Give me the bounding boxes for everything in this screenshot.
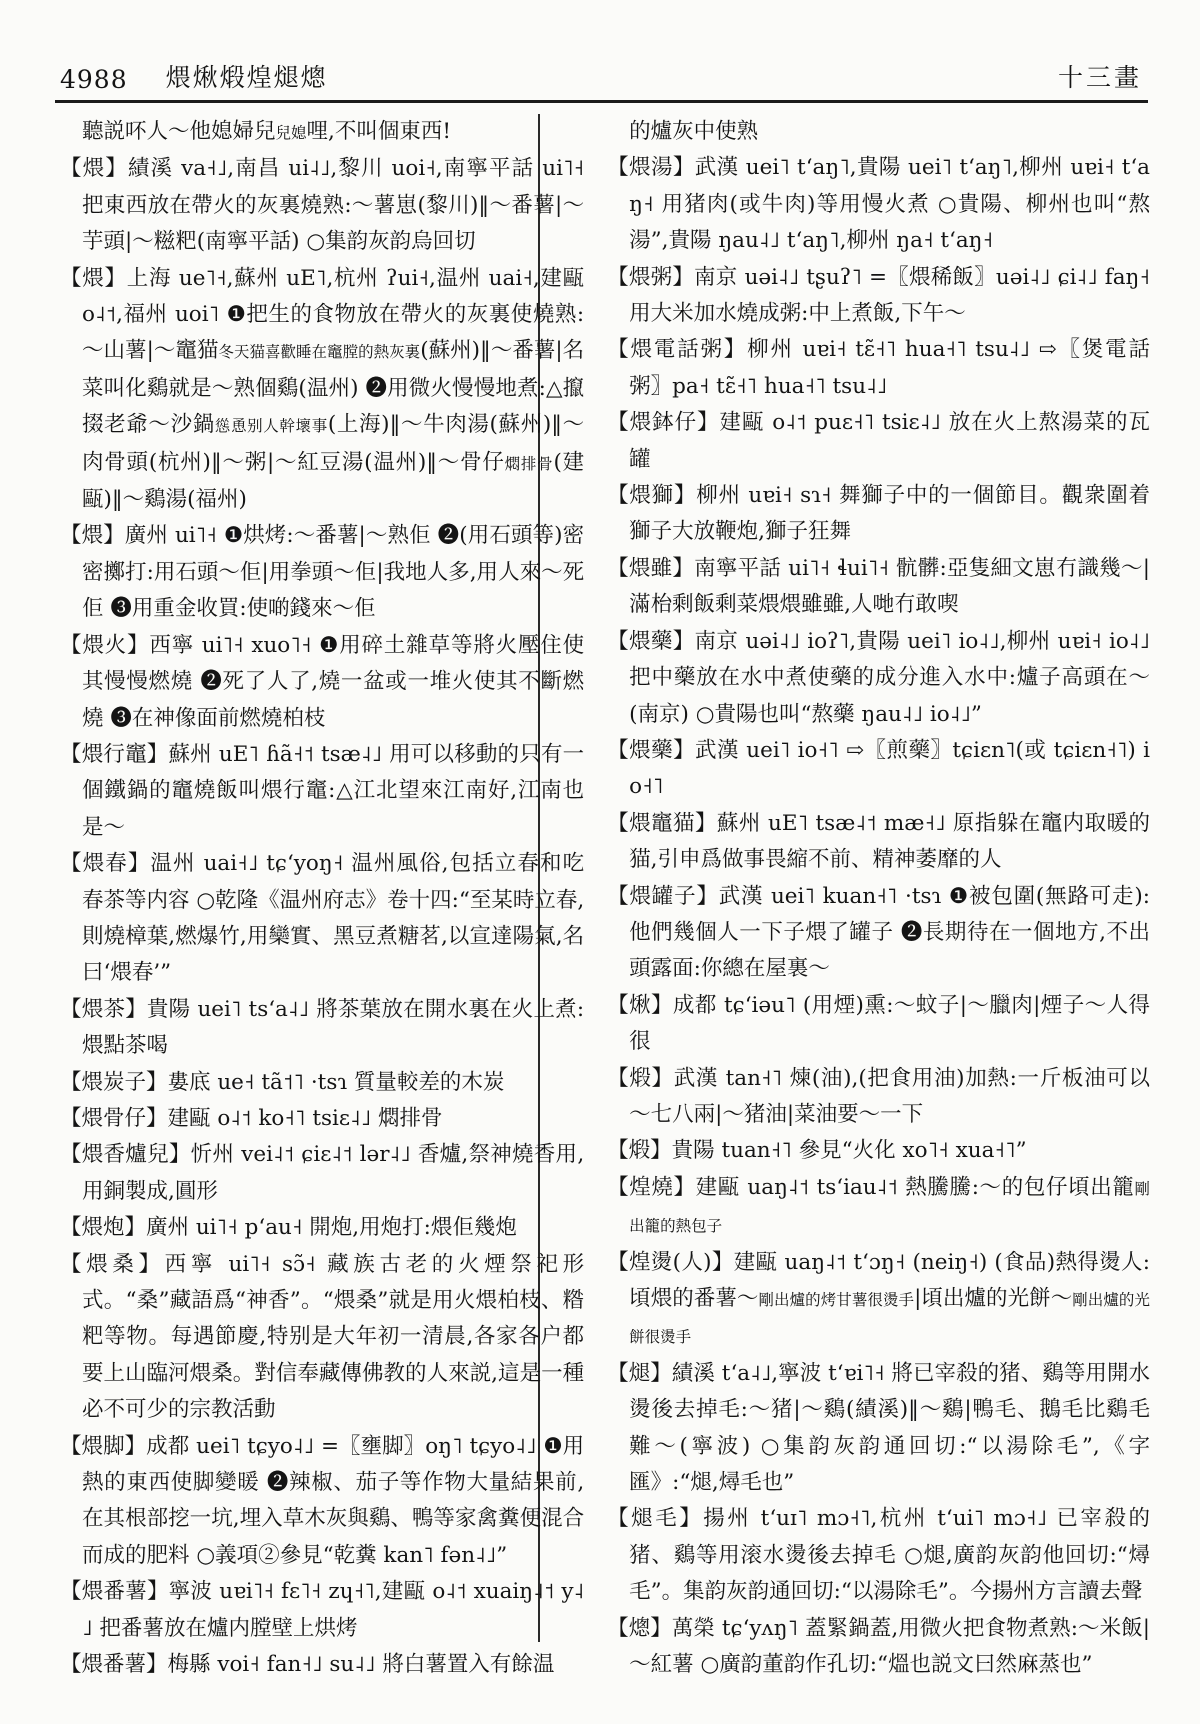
annotation-text: 燜排骨 — [504, 454, 554, 473]
dictionary-entry — [607, 733, 1150, 806]
left-column — [60, 114, 584, 1704]
dictionary-entry — [607, 1611, 1150, 1684]
dictionary-entry — [607, 1245, 1150, 1356]
annotation-text: 剛出籠的熱包子 — [629, 1179, 1150, 1236]
entry-text: 【煨電話粥】柳州 uɐi˧ tɛ̃˧˥ hua˧˥ tsu˨˩ ⇨〖煲電話粥〗pa˧ tɛ̃˧˥ hua˧˥ tsu˨˩ — [607, 337, 1150, 399]
dictionary-entry — [607, 551, 1150, 624]
entry-text: 【煨香爐兒】忻州 vei˨˦ ɕiɛ˨˦ lər˨˩ 香爐,祭神燒香用,用銅製成,圓形 — [60, 1142, 585, 1204]
dictionary-entry — [607, 260, 1150, 333]
dictionary-entry — [60, 151, 584, 260]
dictionary-entry — [60, 992, 584, 1065]
dictionary-entry — [607, 478, 1150, 551]
entry-text: (上海)‖～牛肉湯(蘇州)‖～肉骨頭(杭州)‖～粥|～紅豆湯(温州)‖～骨仔 — [82, 412, 585, 475]
dictionary-entry — [60, 1247, 584, 1429]
entry-text: 【煨炮】廣州 ui˥˧ pʻau˧ 開炮,用炮打:煨佢幾炮 — [60, 1215, 517, 1241]
headword-range: 煨煍煅煌煺熜 — [165, 63, 328, 92]
dictionary-entry — [60, 1065, 584, 1101]
entry-text: 【煍】成都 tɕʻiəu˥ (用煙)熏:～蚊子|～臘肉|煙子～人得很 — [607, 992, 1150, 1055]
dictionary-entry — [60, 1101, 584, 1137]
dictionary-entry — [607, 150, 1150, 259]
dictionary-entry — [60, 1574, 584, 1647]
annotation-text: 兒媳 — [275, 124, 307, 142]
entry-text: 【煨行竈】蘇州 uE˥ ɦã˧˦ tsæ˨˩ 用可以移動的只有一個鐵鍋的竈燒飯叫煨行竈:△江北望來江南好,江南也是～ — [60, 741, 585, 840]
dictionary-entry — [60, 628, 584, 737]
dictionary-entry — [60, 261, 584, 519]
text-columns — [60, 114, 1150, 1704]
dictionary-entry — [60, 1647, 584, 1683]
entry-text: 【煨雖】南寧平話 ui˥˧ ɬui˥˧ 骯髒:亞隻細文崽冇識幾～|滿枱剩飯剩菜煨煨雖雖,人哋冇敢喫 — [607, 555, 1150, 618]
entry-text: (建甌)‖～鷄湯(福州) — [82, 449, 585, 513]
entry-text: (蘇州)‖～番薯|名菜叫化鷄就是～熟個鷄(温州) ❷用微火慢慢地煮:△攛掇老爺～沙鍋 — [82, 338, 585, 438]
entry-text: 【煨罐子】武漢 uei˥ kuan˧˥ ·tsɿ ❶被包圍(無路可走):他們幾個人一下子煨了罐子 ❷長期待在一個地方,不出頭露面:你總在屋裏～ — [607, 883, 1150, 982]
dictionary-entry — [60, 737, 584, 846]
annotation-text: 剛出爐的烤甘薯很燙手 — [758, 1291, 915, 1309]
dictionary-entry — [607, 806, 1150, 879]
annotation-text: 剛出爐的光餅很燙手 — [629, 1291, 1150, 1347]
dictionary-entry — [607, 405, 1150, 478]
entry-text: 【煨火】西寧 ui˥˧ xuo˥˧ ❶用碎土雜草等將火壓住使其慢慢燃燒 ❷死了人了,燒一盆或一堆火使其不斷燃燒 ❸在神像面前燃燒柏枝 — [60, 632, 585, 731]
dictionary-entry — [607, 624, 1150, 733]
entry-text: 【煨春】温州 uai˧˩ tɕʻyoŋ˧ 温州風俗,包括立春和吃春茶等内容 ○乾隆《温州府志》卷十四:“至某時立春,則燒樟葉,燃爆竹,用欒實、黑豆煮糖茗,以宣達陽氣,名曰‘煨春’” — [60, 851, 585, 986]
entry-text: 【煨藥】武漢 uei˥ io˧˥ ⇨〖煎藥〗tɕiɛn˥(或 tɕiɛn˧˥) io˧˥ — [607, 737, 1150, 800]
annotation-text: 冬天猫喜歡睡在竈膛的熱灰裏 — [218, 343, 421, 362]
right-column — [598, 114, 1150, 1704]
dictionary-entry — [60, 1210, 584, 1246]
entry-text: 【煺】績溪 tʻa˨˩,寧波 tʻɐi˥˧ 將已宰殺的猪、鷄等用開水燙後去掉毛:～猪|～鷄(績溪)‖～鷄|鴨毛、鵝毛比鷄毛難～(寧波) ○集韵灰韵通回切:“以湯除毛”,《字匯》:“煺,燖毛也” — [607, 1360, 1150, 1496]
entry-text: 【熜】萬榮 tɕʻyʌŋ˥ 蓋緊鍋蓋,用微火把食物煮熟:～米飯|～紅薯 ○廣韵董韵作孔切:“熅也説文曰然麻蒸也” — [607, 1615, 1150, 1678]
dictionary-entry — [607, 1356, 1150, 1502]
entry-text: 【煨桑】西寧 ui˥˧ sɔ̃˧ 藏族古老的火煙祭祀形式。“桑”藏語爲“神香”。“煨桑”就是用火煨柏枝、糌粑等物。每遇節慶,特别是大年初一清晨,各家各户都要上山臨河煨桑。對信奉藏傳佛教的人來説,這是一種必不可少的宗教活動 — [60, 1251, 585, 1423]
page-number: 4988 — [60, 65, 128, 94]
entry-text: 【煨藥】南京 uəi˨˩ ioʔ˥,貴陽 uei˥ io˨˩,柳州 uɐi˧ io˨˩ 把中藥放在水中煮使藥的成分進入水中:爐子高頭在～(南京) ○貴陽也叫“熬藥 ŋau˨˩ io˨˩” — [607, 628, 1150, 727]
entry-text: 聽説吥人～他媳婦兒 — [82, 119, 276, 144]
dictionary-entry — [60, 114, 584, 151]
entry-text: 【煌燒】建甌 uaŋ˨˦ tsʻiau˨˦ 熱騰騰:～的包仔頃出籠 — [607, 1174, 1135, 1200]
entry-text: 【煨湯】武漢 uei˥ tʻaŋ˥,貴陽 uei˥ tʻaŋ˥,柳州 uɐi˧ tʻaŋ˧ 用猪肉(或牛肉)等用慢火煮 ○貴陽、柳州也叫“熬湯”,貴陽 ŋau˨˩ tʻaŋ˥,柳州 ŋa˧ tʻaŋ˧ — [607, 155, 1150, 254]
dictionary-entry — [607, 332, 1150, 405]
dictionary-entry — [60, 1137, 584, 1210]
dictionary-entry — [607, 879, 1150, 988]
page-header — [60, 56, 1142, 94]
entry-text: 哩,不叫個東西! — [306, 119, 452, 144]
annotation-text: 慫恿别人幹壞事 — [214, 417, 328, 436]
entry-text: 【煨骨仔】建甌 o˨˦ ko˧˥ tsiɛ˨˩ 燜排骨 — [60, 1105, 443, 1131]
entry-text: 【煨炭子】婁底 ue˧ tã˦˥ ·tsɿ 質量較差的木炭 — [60, 1069, 505, 1095]
entry-text: 【煨竈猫】蘇州 uE˥ tsæ˨˦ mæ˧˩ 原指躲在竈内取暖的猫,引申爲做事畏縮不前、精神萎靡的人 — [607, 810, 1150, 873]
entry-text: 【煺毛】揚州 tʻuɪ˥ mɔ˧˥,杭州 tʻui˥ mɔ˧˩ 已宰殺的猪、鷄等用滚水燙後去掉毛 ○煺,廣韵灰韵他回切:“燖毛”。集韵灰韵通回切:“以湯除毛”。今揚州方言讀去聲 — [607, 1506, 1150, 1605]
entry-text: 【煨茶】貴陽 uei˥ tsʻa˨˩ 將茶葉放在開水裏在火上煮:煨點茶喝 — [60, 996, 585, 1059]
entry-text: 【煨番薯】寧波 uɐi˥˧ fɛ˥˧ zɥ˧˥,建甌 o˨˦ xuaiŋ˨˦ y˨˩ 把番薯放在爐内膛壁上烘烤 — [60, 1579, 585, 1641]
entry-text: 【煨番薯】梅縣 voi˧ fan˧˩ su˨˩ 將白薯置入有餘温 — [60, 1652, 555, 1678]
dictionary-entry — [60, 1429, 584, 1575]
entry-text: 【煨鉢仔】建甌 o˨˦ puɛ˧˥ tsiɛ˨˩ 放在火上熬湯菜的瓦罐 — [607, 410, 1150, 472]
entry-text: 【煨粥】南京 uəi˨˩ tʂuʔ˥ =〖煨稀飯〗uəi˨˩ ɕi˨˩ faŋ˧ 用大米加水燒成粥:中上煮飯,下午～ — [607, 264, 1150, 327]
entry-text: |頃出爐的光餅～ — [914, 1286, 1073, 1311]
entry-text: 【煨】績溪 va˧˩,南昌 ui˨˩,黎川 uoi˧,南寧平話 ui˥˧ 把東西放在帶火的灰裏燒熟:～薯崽(黎川)‖～番薯|～芋頭|～糍粑(南寧平話) ○集韵灰韵烏回切 — [60, 156, 585, 255]
entry-text: 【煨脚】成都 uei˥ tɕyo˨˩ =〖壅脚〗oŋ˥ tɕyo˨˩ ❶用熱的東西使脚變暖 ❷辣椒、茄子等作物大量結果前,在其根部挖一坑,埋入草木灰與鷄、鴨等家禽糞便混合而成的肥料 ○義項②參見“乾糞 kan˥ fən˨˩” — [60, 1433, 585, 1568]
header-rule — [55, 100, 1148, 103]
entry-text: 【煅】貴陽 tuan˧˥ 參見“火化 xo˥˧ xua˧˥” — [607, 1138, 1027, 1164]
entry-text: 的爐灰中使熟 — [629, 119, 759, 144]
dictionary-entry — [60, 518, 584, 627]
dictionary-entry — [607, 1501, 1150, 1610]
dictionary-entry — [607, 1170, 1150, 1245]
dictionary-entry — [607, 1061, 1150, 1134]
entry-text: 【煅】武漢 tan˧˥ 煉(油),(把食用油)加熱:一斤板油可以～七八兩|～猪油|菜油要～一下 — [607, 1065, 1150, 1127]
dictionary-entry — [607, 988, 1150, 1061]
entry-text: 【煨】廣州 ui˥˧ ❶烘烤:～番薯|～熟佢 ❷(用石頭等)密密擲打:用石頭～佢|用拳頭～佢|我地人多,用人來～死佢 ❸用重金收買:使啲錢來～佢 — [60, 523, 585, 622]
stroke-section-label: 十三畫 — [1057, 63, 1142, 92]
dictionary-entry — [607, 114, 1150, 150]
dictionary-entry — [60, 846, 584, 992]
dictionary-entry — [607, 1133, 1150, 1169]
entry-text: 【煨獅】柳州 uɐi˧ sɿ˧ 舞獅子中的一個節目。觀衆圍着獅子大放鞭炮,獅子狂舞 — [607, 483, 1150, 545]
entry-text: 【煌燙(人)】建甌 uaŋ˨˦ tʻɔŋ˧ (neiŋ˧) (食品)熱得燙人:頃煨的番薯～ — [607, 1249, 1150, 1311]
entry-text: 【煨】上海 ue˥˧,蘇州 uE˥,杭州 ʔui˧,温州 uai˧,建甌 o˨˦,福州 uoi˥ ❶把生的食物放在帶火的灰裏使燒熟:～山薯|～竈猫 — [60, 265, 585, 364]
